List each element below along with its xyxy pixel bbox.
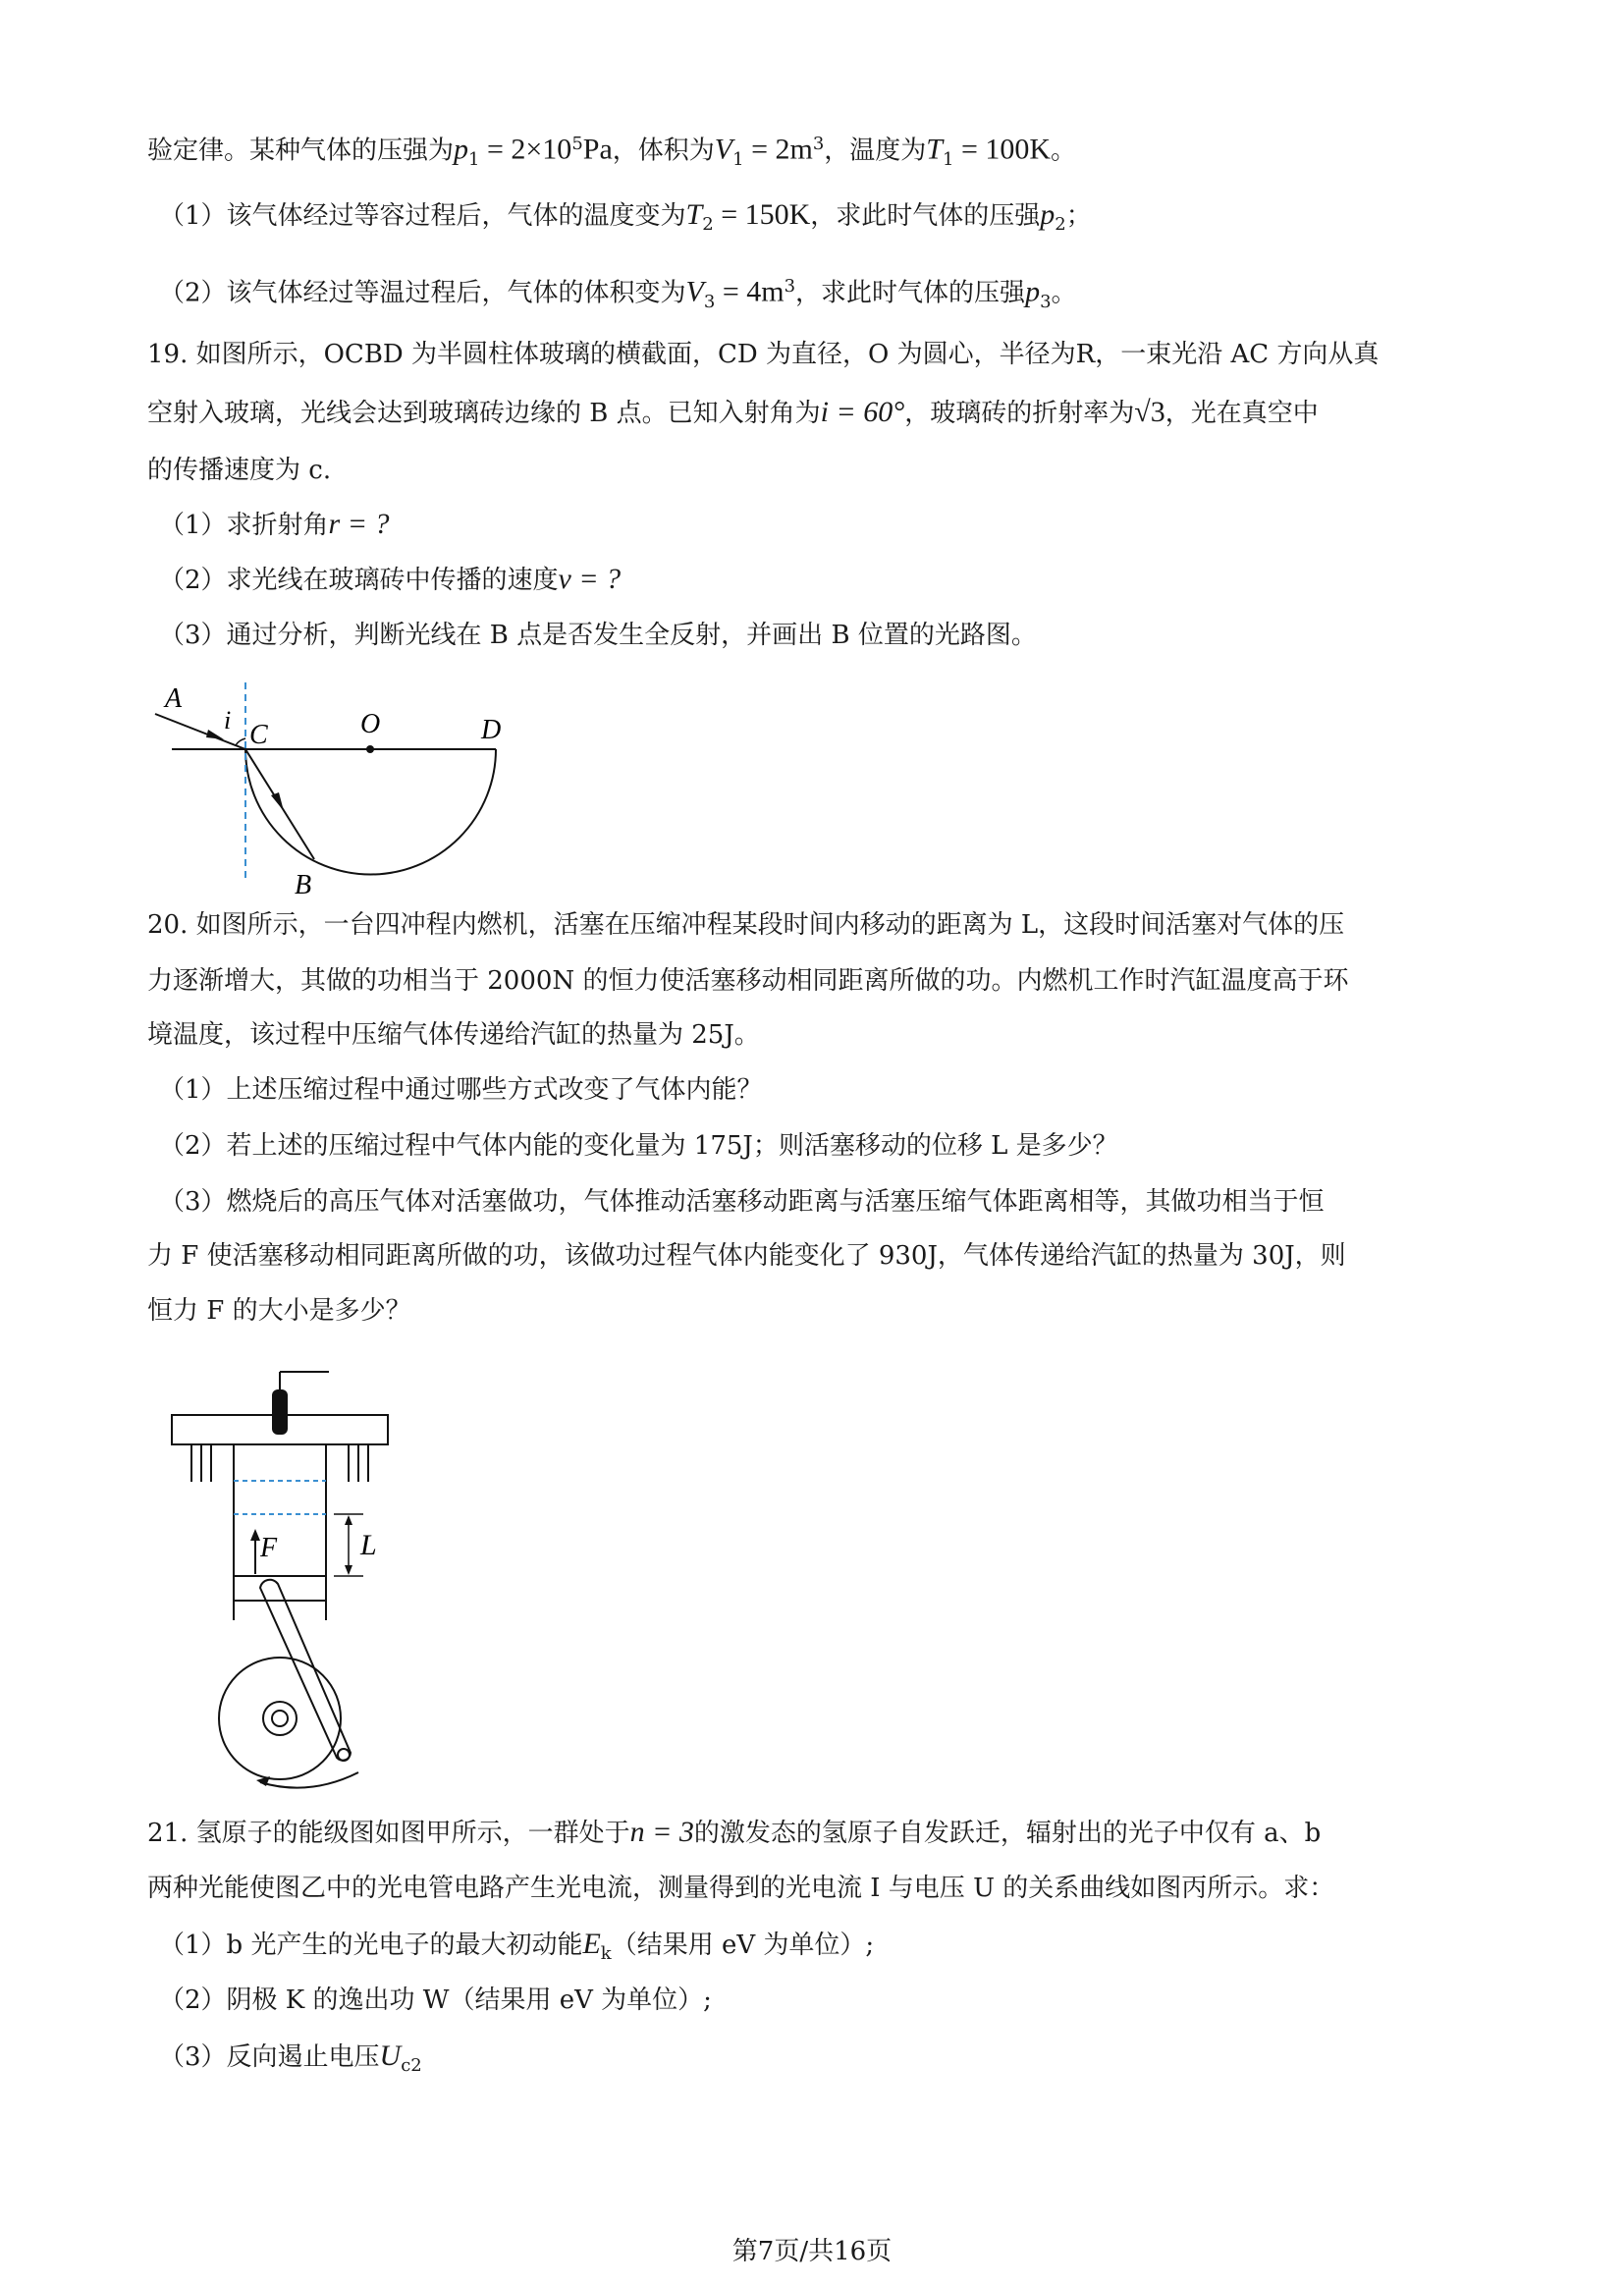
center-point [366, 745, 374, 753]
q21-stem-line2: 两种光能使图乙中的光电管电路产生光电流，测量得到的光电流 I 与电压 U 的关系曲线如图丙所示。求： [147, 1874, 1335, 1903]
q20-stem-line3: 境温度，该过程中压缩气体传递给汽缸的热量为 25J。 [147, 1020, 760, 1050]
label-C: C [249, 720, 268, 750]
q20-part1: （1）上述压缩过程中通过哪些方式改变了气体内能？ [159, 1075, 763, 1105]
angle-arc [236, 738, 245, 745]
semicircle-arc [245, 749, 496, 875]
q19-stem-line3: 的传播速度为 c. [147, 456, 332, 485]
q19-stem-line2: 空射入玻璃，光线会达到玻璃砖边缘的 B 点。已知入射角为i = 60°，玻璃砖的折射率为√3，光在真空中 [147, 396, 1319, 428]
q20-stem-line2: 力逐渐增大，其做的功相当于 2000N 的恒力使活塞移动相同距离所做的功。内燃机工作时汽缸温度高于环 [147, 966, 1349, 996]
q20-part3-line3: 恒力 F 的大小是多少？ [147, 1296, 411, 1326]
label-A: A [165, 683, 183, 714]
q18-part2: （2）该气体经过等温过程后，气体的体积变为$V_3 = 4m^3$，求此时气体的压强$p_3$。 [159, 275, 1077, 312]
label-O: O [360, 709, 381, 739]
incident-ray [155, 714, 245, 749]
q21-stem-line1: 21. 氢原子的能级图如图甲所示，一群处于n = 3的激发态的氢原子自发跃迁，辐射出的光子中仅有 a、b [147, 1816, 1322, 1848]
q21-part1: （1）b 光产生的光电子的最大初动能$E_k$（结果用 eV 为单位）; [159, 1928, 875, 1965]
refracted-arrow [271, 792, 284, 811]
q18-part1: （1）该气体经过等容过程后，气体的温度变为$T_2 = 150K$，求此时气体的压强$p_2$； [159, 198, 1092, 236]
q20-engine-figure [162, 1360, 407, 1792]
q18-intro: 验定律。某种气体的压强为$p_1 = 2\times 10^5Pa$，体积为$V_1 = 2m^3$，温度为$T_1 = 100K$。 [147, 133, 1077, 170]
q21-part3: （3）反向遏止电压$U_{c2}$ [159, 2040, 422, 2077]
q19-semicircle-figure [147, 678, 520, 903]
right-valve [349, 1444, 368, 1482]
q19-part3: （3）通过分析，判断光线在 B 点是否发生全反射，并画出 B 位置的光路图。 [159, 621, 1037, 650]
label-F: F [260, 1533, 278, 1563]
crank-wheel [219, 1658, 341, 1779]
label-i: i [224, 706, 232, 734]
q19-stem-line1: 19. 如图所示，OCBD 为半圆柱体玻璃的横截面，CD 为直径，O 为圆心，半径为R，一束光沿 AC 方向从真 [147, 340, 1380, 369]
q19-part1: （1）求折射角r = ? [159, 508, 390, 540]
label-D: D [481, 715, 502, 745]
q20-stem-line1: 20. 如图所示，一台四冲程内燃机，活塞在压缩冲程某段时间内移动的距离为 L，这段时间活塞对气体的压 [147, 910, 1345, 940]
q21-part2: （2）阴极 K 的逸出功 W（结果用 eV 为单位）; [159, 1986, 712, 2015]
spark-plug [272, 1389, 288, 1435]
q20-part3-line2: 力 F 使活塞移动相同距离所做的功，该做功过程气体内能变化了 930J，气体传递给汽缸的热量为 30J，则 [147, 1241, 1346, 1271]
label-L: L [360, 1529, 377, 1561]
q20-part3-line1: （3）燃烧后的高压气体对活塞做功，气体推动活塞移动距离与活塞压缩气体距离相等，其做功相当于恒 [159, 1187, 1325, 1217]
left-valve [191, 1444, 211, 1482]
label-B: B [295, 870, 312, 900]
q19-part2: （2）求光线在玻璃砖中传播的速度v = ? [159, 563, 622, 595]
q20-part2: （2）若上述的压缩过程中气体内能的变化量为 175J；则活塞移动的位移 L 是多少？ [159, 1131, 1118, 1161]
page-footer: 第7页/共16页 [731, 2237, 893, 2266]
incident-arrow [206, 730, 224, 739]
